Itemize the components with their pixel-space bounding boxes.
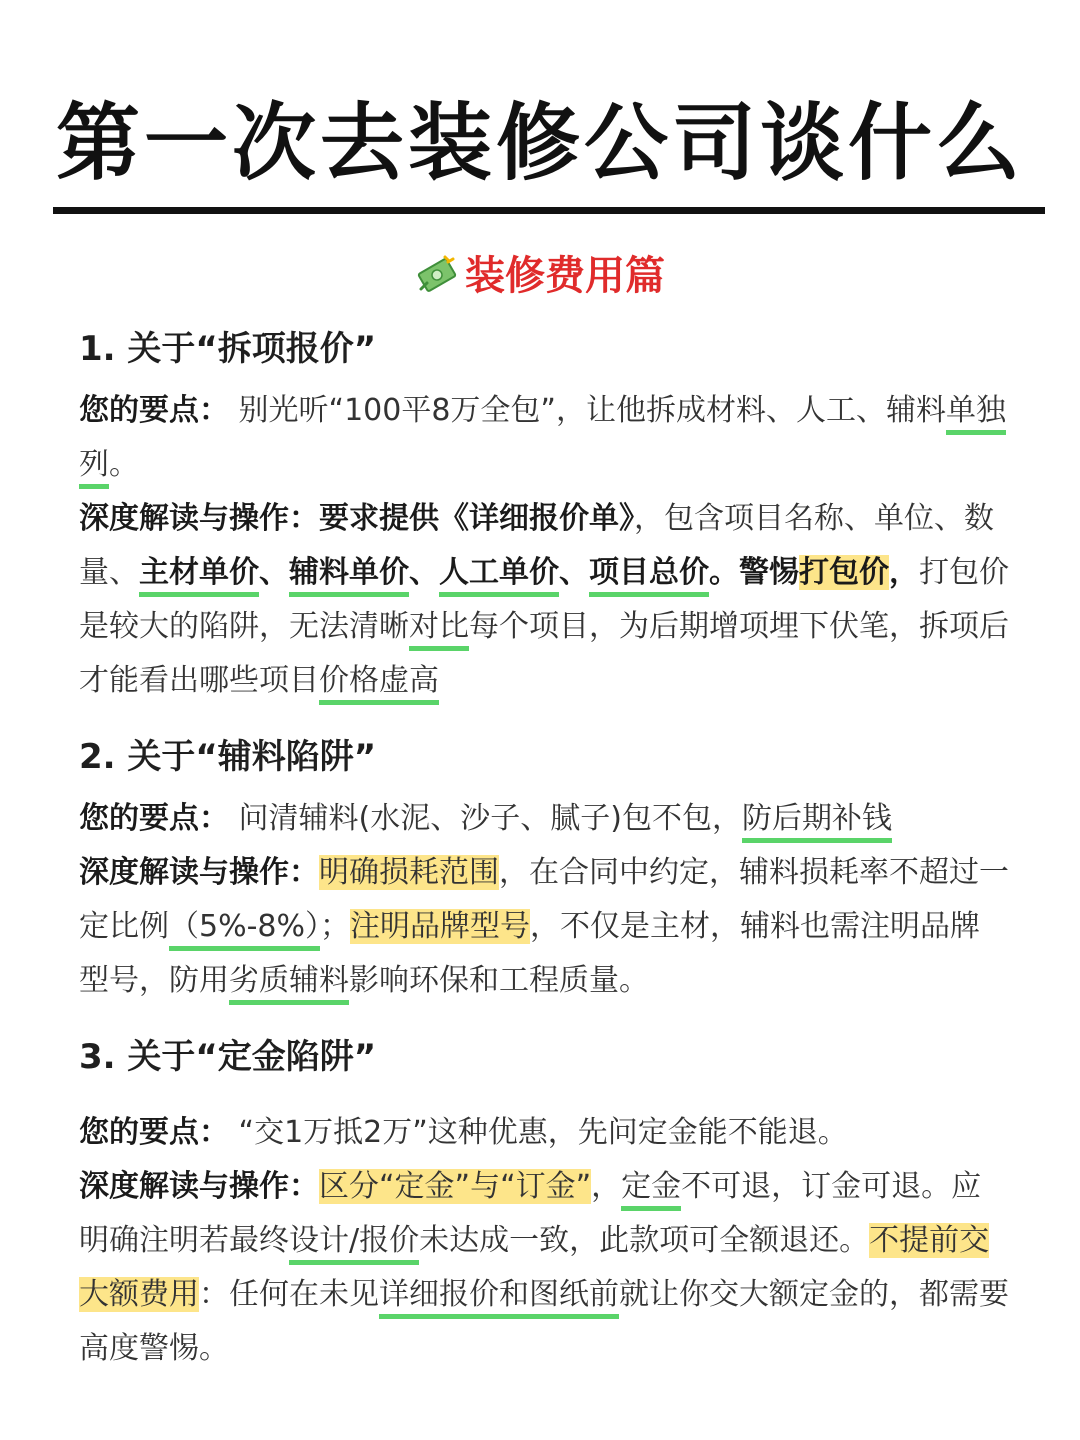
section-2-point: 您的要点： 问清辅料(水泥、沙子、腻子)包不包，防后期补钱 — [79, 792, 1009, 846]
underlined-text: 防后期补钱 — [742, 801, 892, 843]
underlined-text: 辅料单价 — [289, 555, 409, 597]
underlined-text: 劣质辅料 — [229, 963, 349, 1005]
subtitle-text: 装修费用篇 — [465, 253, 665, 299]
underlined-text: 详细报价和图纸前 — [379, 1277, 619, 1319]
title-divider — [53, 207, 1045, 214]
point-label: 您的要点： — [79, 1115, 229, 1150]
section-2-heading: 2. 关于“辅料陷阱” — [79, 737, 377, 777]
section-3-heading: 3. 关于“定金陷阱” — [79, 1037, 377, 1077]
highlighted-text: 区分“定金”与“订金” — [319, 1169, 592, 1204]
section-subtitle — [0, 248, 1080, 304]
point-label: 您的要点： — [79, 801, 229, 836]
deep-label: 深度解读与操作： — [79, 855, 319, 890]
highlighted-text: 明确损耗范围 — [319, 855, 499, 890]
section-1-point: 您的要点： 别光听“100平8万全包”，让他拆成材料、人工、辅料单独列。 — [79, 384, 1009, 492]
section-2-deep: 深度解读与操作：明确损耗范围，在合同中约定，辅料损耗率不超过一定比例（5%-8%）；注明品牌型号，不仅是主材，辅料也需注明品牌型号，防用劣质辅料影响环保和工程质量。 — [79, 846, 1009, 1008]
page-title: 第一次去装修公司谈什么 — [55, 94, 1024, 192]
section-3-point: 您的要点： “交1万抵2万”这种优惠，先问定金能不能退。 — [79, 1115, 848, 1150]
section-1-heading: 1. 关于“拆项报价” — [79, 329, 377, 369]
underlined-text: 设计/报价 — [289, 1223, 419, 1265]
underlined-text: 项目总价 — [589, 555, 709, 597]
money-icon — [415, 253, 459, 297]
section-1-deep: 深度解读与操作：要求提供《详细报价单》，包含项目名称、单位、数量、主材单价、辅料单价、人工单价、项目总价。警惕打包价，打包价是较大的陷阱，无法清晰对比每个项目，为后期增项埋下伏笔，拆项后才能看出哪些项目价格虚高 — [79, 492, 1009, 708]
underlined-text: （5%-8%） — [169, 909, 320, 951]
underlined-text: 对比 — [409, 609, 469, 651]
deep-label: 深度解读与操作： — [79, 1169, 319, 1204]
article-body — [79, 322, 1009, 1376]
section-3-deep: 深度解读与操作：区分“定金”与“订金”，定金不可退，订金可退。应明确注明若最终设计/报价未达成一致，此款项可全额退还。不提前交大额费用：任何在未见详细报价和图纸前就让你交大额定金的，都需要高度警惕。 — [79, 1169, 1009, 1366]
highlighted-text: 注明品牌型号 — [350, 909, 531, 944]
underlined-text: 价格虚高 — [319, 663, 439, 705]
deep-label: 深度解读与操作： — [79, 501, 319, 536]
highlighted-text: 不提前交大额费用 — [79, 1223, 990, 1312]
underlined-text: 定金 — [621, 1169, 681, 1211]
point-label: 您的要点： — [79, 393, 229, 428]
underlined-text: 主材单价 — [139, 555, 259, 597]
highlighted-text: 打包价 — [799, 555, 889, 590]
underlined-text: 人工单价 — [439, 555, 559, 597]
underlined-text: 单独列 — [79, 393, 1006, 489]
